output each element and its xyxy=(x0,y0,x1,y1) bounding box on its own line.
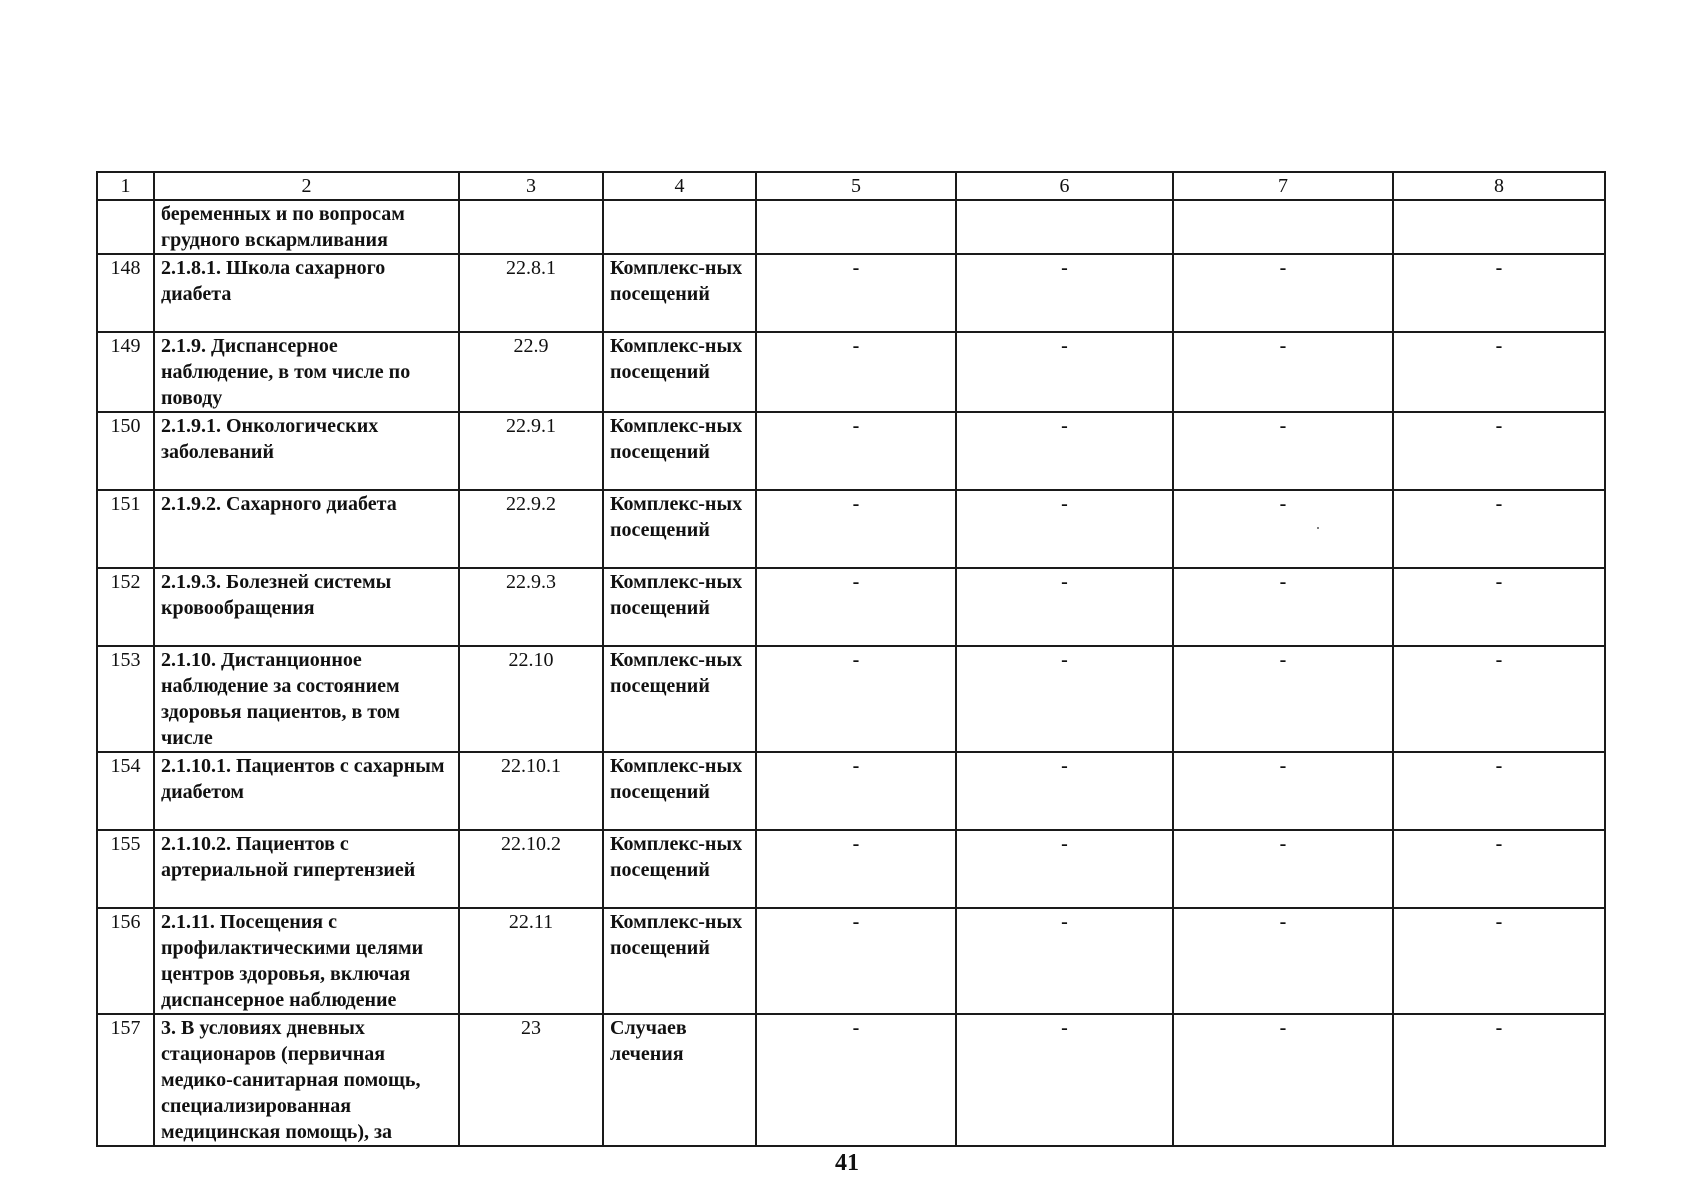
unit-of-measure: Комплекс-ных посещений xyxy=(603,412,756,490)
row-number: 157 xyxy=(97,1014,154,1146)
row-number: 154 xyxy=(97,752,154,830)
page-number: 41 xyxy=(835,1150,859,1176)
indicator-name: 2.1.11. Посещения с профилактическими целями центров здоровья, включая диспансерное наблюдение xyxy=(154,908,459,1014)
table-row xyxy=(97,490,1605,568)
row-code: 22.9.3 xyxy=(459,568,603,646)
table-row xyxy=(97,646,1605,752)
value-col-6: - xyxy=(956,568,1173,646)
table-row xyxy=(97,830,1605,908)
value-col-5: - xyxy=(756,254,956,332)
row-code: 22.9.2 xyxy=(459,490,603,568)
value-col-8: - xyxy=(1393,568,1605,646)
value-col-6: - xyxy=(956,646,1173,752)
row-number: 152 xyxy=(97,568,154,646)
indicator-name: 2.1.9.3. Болезней системы кровообращения xyxy=(154,568,459,646)
value-col-8: - xyxy=(1393,908,1605,1014)
indicator-name: 2.1.10.2. Пациентов с артериальной гипертензией xyxy=(154,830,459,908)
value-col-7: - xyxy=(1173,332,1393,412)
row-code: 22.8.1 xyxy=(459,254,603,332)
header-cell: 3 xyxy=(459,172,603,200)
header-cell: 8 xyxy=(1393,172,1605,200)
indicator-name: 2.1.9.1. Онкологических заболеваний xyxy=(154,412,459,490)
value-col-7: - xyxy=(1173,752,1393,830)
indicator-name: 2.1.9. Диспансерное наблюдение, в том числе по поводу xyxy=(154,332,459,412)
indicator-name: 2.1.10. Дистанционное наблюдение за состоянием здоровья пациентов, в том числе xyxy=(154,646,459,752)
value-col-8: - xyxy=(1393,1014,1605,1146)
value-col-7: - xyxy=(1173,1014,1393,1146)
value-col-8: - xyxy=(1393,830,1605,908)
header-cell: 2 xyxy=(154,172,459,200)
value-col-8: - xyxy=(1393,752,1605,830)
data-table xyxy=(96,171,1606,1147)
value-col-6: - xyxy=(956,908,1173,1014)
value-col-5: - xyxy=(756,1014,956,1146)
row-code: 23 xyxy=(459,1014,603,1146)
row-number: 156 xyxy=(97,908,154,1014)
row-number: 153 xyxy=(97,646,154,752)
value-col-6 xyxy=(956,200,1173,254)
header-row xyxy=(97,172,1605,200)
row-number: 148 xyxy=(97,254,154,332)
value-col-7: - xyxy=(1173,412,1393,490)
table-row xyxy=(97,200,1605,254)
unit-of-measure: Комплекс-ных посещений xyxy=(603,332,756,412)
table-body xyxy=(97,200,1605,1146)
value-col-7: - xyxy=(1173,254,1393,332)
value-col-5: - xyxy=(756,490,956,568)
value-col-5: - xyxy=(756,332,956,412)
row-code: 22.10.2 xyxy=(459,830,603,908)
header-cell: 5 xyxy=(756,172,956,200)
table-row xyxy=(97,332,1605,412)
value-col-5: - xyxy=(756,412,956,490)
unit-of-measure: Комплекс-ных посещений xyxy=(603,568,756,646)
value-col-8: - xyxy=(1393,412,1605,490)
value-col-7: - xyxy=(1173,646,1393,752)
scan-speck xyxy=(1317,527,1319,529)
header-cell: 1 xyxy=(97,172,154,200)
row-number: 149 xyxy=(97,332,154,412)
row-code: 22.9.1 xyxy=(459,412,603,490)
value-col-8: - xyxy=(1393,332,1605,412)
value-col-5 xyxy=(756,200,956,254)
value-col-7 xyxy=(1173,200,1393,254)
unit-of-measure xyxy=(603,200,756,254)
value-col-7: - xyxy=(1173,568,1393,646)
row-code: 22.11 xyxy=(459,908,603,1014)
row-number: 150 xyxy=(97,412,154,490)
unit-of-measure: Комплекс-ных посещений xyxy=(603,646,756,752)
indicator-name: 2.1.8.1. Школа сахарного диабета xyxy=(154,254,459,332)
row-number: 151 xyxy=(97,490,154,568)
value-col-7: - xyxy=(1173,490,1393,568)
indicator-name: 2.1.10.1. Пациентов с сахарным диабетом xyxy=(154,752,459,830)
value-col-8 xyxy=(1393,200,1605,254)
unit-of-measure: Комплекс-ных посещений xyxy=(603,752,756,830)
value-col-5: - xyxy=(756,830,956,908)
table-row xyxy=(97,1014,1605,1146)
value-col-6: - xyxy=(956,752,1173,830)
unit-of-measure: Случаев лечения xyxy=(603,1014,756,1146)
indicator-name: беременных и по вопросам грудного вскармливания xyxy=(154,200,459,254)
header-cell: 6 xyxy=(956,172,1173,200)
value-col-8: - xyxy=(1393,254,1605,332)
row-code: 22.10 xyxy=(459,646,603,752)
value-col-6: - xyxy=(956,490,1173,568)
indicator-name: 2.1.9.2. Сахарного диабета xyxy=(154,490,459,568)
row-code xyxy=(459,200,603,254)
table-row xyxy=(97,412,1605,490)
unit-of-measure: Комплекс-ных посещений xyxy=(603,908,756,1014)
table-header xyxy=(97,172,1605,200)
value-col-6: - xyxy=(956,332,1173,412)
value-col-6: - xyxy=(956,254,1173,332)
value-col-6: - xyxy=(956,1014,1173,1146)
value-col-6: - xyxy=(956,830,1173,908)
value-col-5: - xyxy=(756,908,956,1014)
header-cell: 7 xyxy=(1173,172,1393,200)
value-col-8: - xyxy=(1393,490,1605,568)
value-col-8: - xyxy=(1393,646,1605,752)
table-row xyxy=(97,752,1605,830)
unit-of-measure: Комплекс-ных посещений xyxy=(603,254,756,332)
value-col-6: - xyxy=(956,412,1173,490)
table-row xyxy=(97,568,1605,646)
indicator-name: 3. В условиях дневных стационаров (первичная медико-санитарная помощь, специализированная медицинская помощь), за xyxy=(154,1014,459,1146)
row-code: 22.9 xyxy=(459,332,603,412)
row-number xyxy=(97,200,154,254)
value-col-7: - xyxy=(1173,830,1393,908)
table-row xyxy=(97,254,1605,332)
value-col-5: - xyxy=(756,752,956,830)
value-col-5: - xyxy=(756,646,956,752)
table-row xyxy=(97,908,1605,1014)
unit-of-measure: Комплекс-ных посещений xyxy=(603,830,756,908)
header-cell: 4 xyxy=(603,172,756,200)
row-code: 22.10.1 xyxy=(459,752,603,830)
value-col-7: - xyxy=(1173,908,1393,1014)
unit-of-measure: Комплекс-ных посещений xyxy=(603,490,756,568)
row-number: 155 xyxy=(97,830,154,908)
value-col-5: - xyxy=(756,568,956,646)
